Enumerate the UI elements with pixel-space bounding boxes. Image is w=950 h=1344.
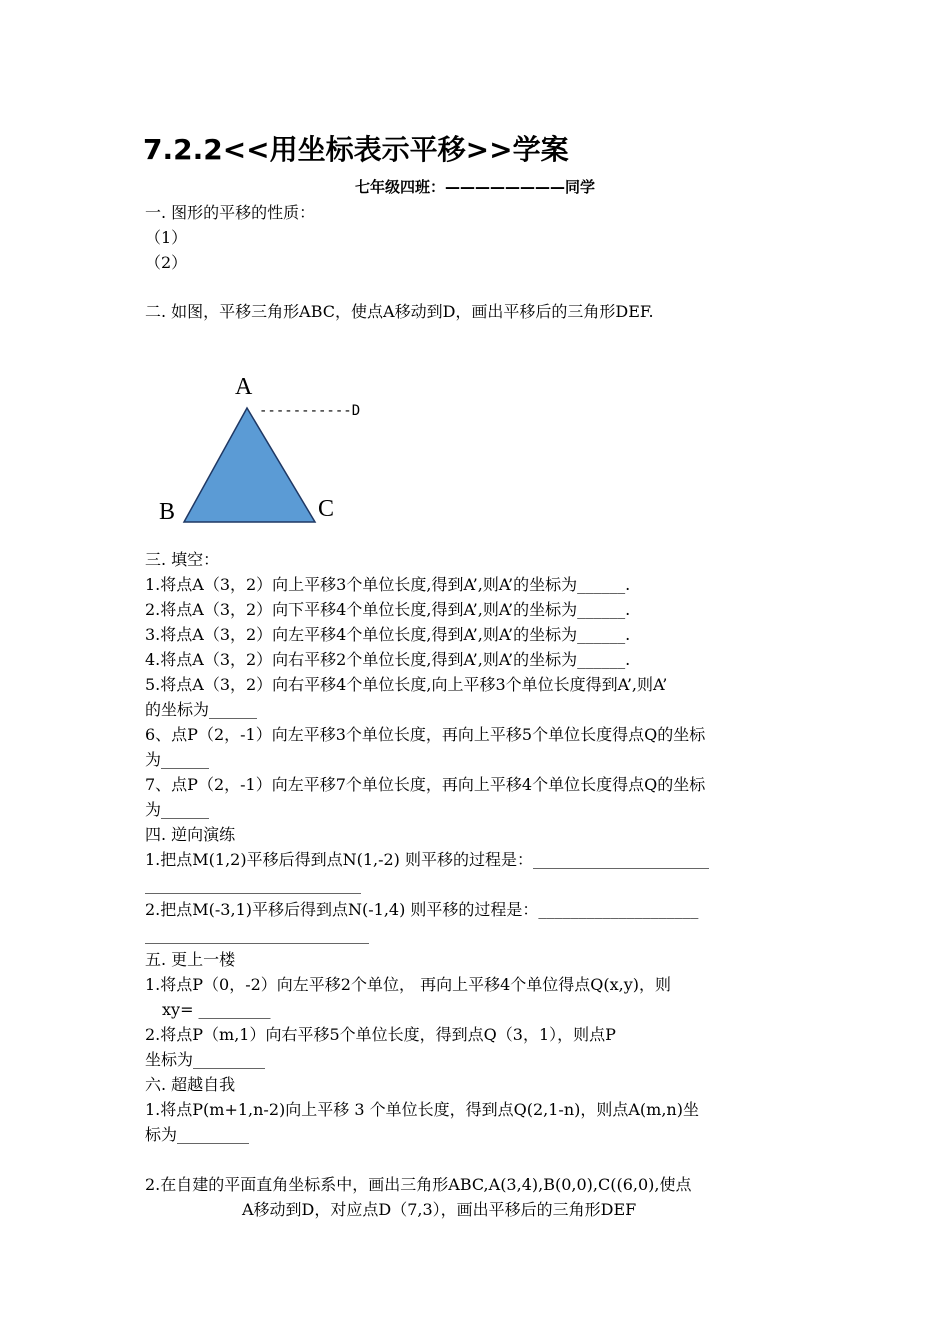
section3-q5-line2: 的坐标为______ [145,700,258,719]
section5-q2-line1: 2.将点P（m,1）向右平移5个单位长度，得到点Q（3，1），则点P [145,1025,616,1044]
section3-q4: 4.将点A（3，2）向右平移2个单位长度,得到A’,则A’的坐标为______. [145,650,631,669]
section3-q2: 2.将点A（3，2）向下平移4个单位长度,得到A’,则A’的坐标为______. [145,600,631,619]
section5-q2-line2: 坐标为_________ [145,1050,266,1069]
label-a: A [235,374,253,400]
section5-heading: 五. 更上一楼 [145,950,236,969]
section5-q1-line1: 1.将点P（0，-2）向左平移2个单位， 再向上平移4个单位得点Q(x,y)，则 [145,975,671,994]
section3-q5-line1: 5.将点A（3，2）向右平移4个单位长度,向上平移3个单位长度得到A’,则A’ [145,675,668,694]
section3-q7-line2: 为______ [145,800,210,819]
section4-q2-line2: ____________________________ [145,925,369,944]
triangle-abc [184,408,315,522]
section1-item2: （2） [145,253,188,272]
section3-q6-line1: 6、点P（2，-1）向左平移3个单位长度，再向上平移5个单位长度得点Q的坐标 [145,725,706,744]
section4-q2-line1: 2.把点M(-3,1)平移后得到点N(-1,4) 则平移的过程是：____________________ [145,900,699,919]
dash-line-to-d: -----------D [259,403,361,419]
section2-text: 二. 如图，平移三角形ABC，使点A移动到D，画出平移后的三角形DEF. [145,302,654,321]
section4-q1-line1: 1.把点M(1,2)平移后得到点N(1,-2) 则平移的过程是：______________________ [145,850,710,869]
section1-item1: （1） [145,228,188,247]
section3-q7-line1: 7、点P（2，-1）向左平移7个单位长度，再向上平移4个单位长度得点Q的坐标 [145,775,706,794]
section3-heading: 三. 填空： [145,550,220,569]
label-b: B [159,499,176,525]
triangle-svg [150,368,400,533]
section3-q6-line2: 为______ [145,750,210,769]
section3-q3: 3.将点A（3，2）向左平移4个单位长度,得到A’,则A’的坐标为______. [145,625,631,644]
label-c: C [318,496,335,522]
section3-q1: 1.将点A（3，2）向上平移3个单位长度,得到A’,则A’的坐标为______. [145,575,631,594]
section6-q1-line2: 标为_________ [145,1125,250,1144]
section6-q2-line1: 2.在自建的平面直角坐标系中，画出三角形ABC,A(3,4),B(0,0),C((6,0),使点 [145,1175,692,1194]
triangle-diagram [150,368,400,533]
page-title: 7.2.2<<用坐标表示平移>>学案 [143,133,569,166]
section5-q1-line2: xy= _________ [162,1000,271,1019]
section1-heading: 一. 图形的平移的性质： [145,203,316,222]
section6-q1-line1: 1.将点P(m+1,n-2)向上平移 3 个单位长度，得到点Q(2,1-n)，则点A(m,n)坐 [145,1100,699,1119]
section4-q1-line2: ___________________________ [145,875,361,894]
section4-heading: 四. 逆向演练 [145,825,236,844]
section6-q2-line2: A移动到D，对应点D（7,3），画出平移后的三角形DEF [242,1200,637,1219]
class-subtitle: 七年级四班：————————同学 [354,178,595,196]
section6-heading: 六. 超越自我 [145,1075,236,1094]
